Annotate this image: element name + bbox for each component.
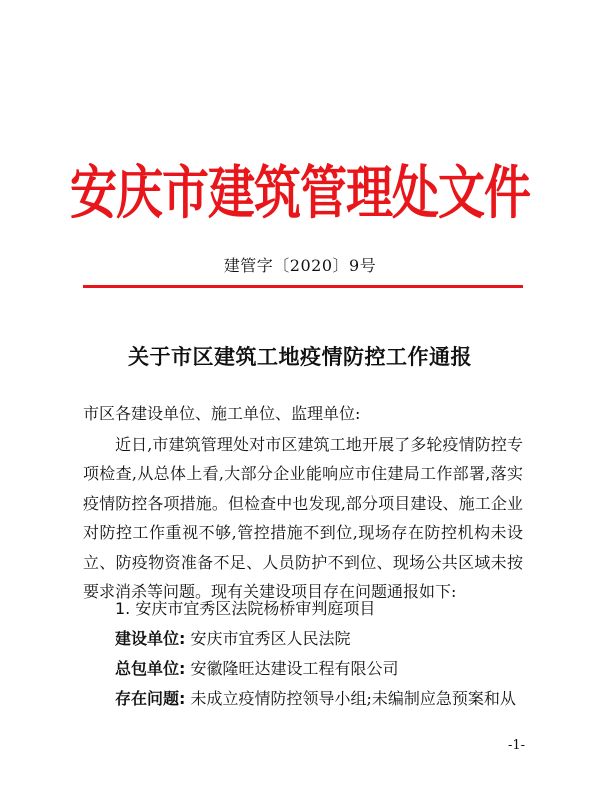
notice-title: 关于市区建筑工地疫情防控工作通报 [128,344,472,369]
document-header-title: 安庆市建筑管理处文件 [70,160,530,228]
general-contractor-value: 安徽隆旺达建设工程有限公司 [190,659,399,678]
item-heading: 1. 安庆市宜秀区法院杨桥审判庭项目 [115,599,376,618]
document-number: 建管字〔2020〕9号 [223,256,377,275]
issues-value: 未成立疫情防控领导小组;未编制应急预案和从 [190,689,516,708]
construction-unit-row [115,626,351,649]
general-contractor-label: 总包单位: [115,659,186,678]
salutation: 市区各建设单位、施工单位、监理单位: [83,404,361,423]
red-divider [83,285,523,288]
issues-row [115,686,516,709]
issues-label: 存在问题: [115,689,186,708]
body-paragraph: 近日,市建筑管理处对市区建筑工地开展了多轮疫情防控专项检查,从总体上看,大部分企业能响应市住建局工作部署,落实疫情防控各项措施。但检查中也发现,部分项目建设、施工企业对防控工作重视不够,管控措施不到位,现场存在防控机构未设立、防疫物资准备不足、人员防护不到位、现场公共区域未按要求消杀等问题。现有关建设项目存在问题通报如下: [83,435,523,602]
construction-unit-value: 安庆市宜秀区人民法院 [190,629,351,648]
general-contractor-row [115,656,399,679]
construction-unit-label: 建设单位: [115,629,186,648]
page-number: -1- [508,738,526,753]
